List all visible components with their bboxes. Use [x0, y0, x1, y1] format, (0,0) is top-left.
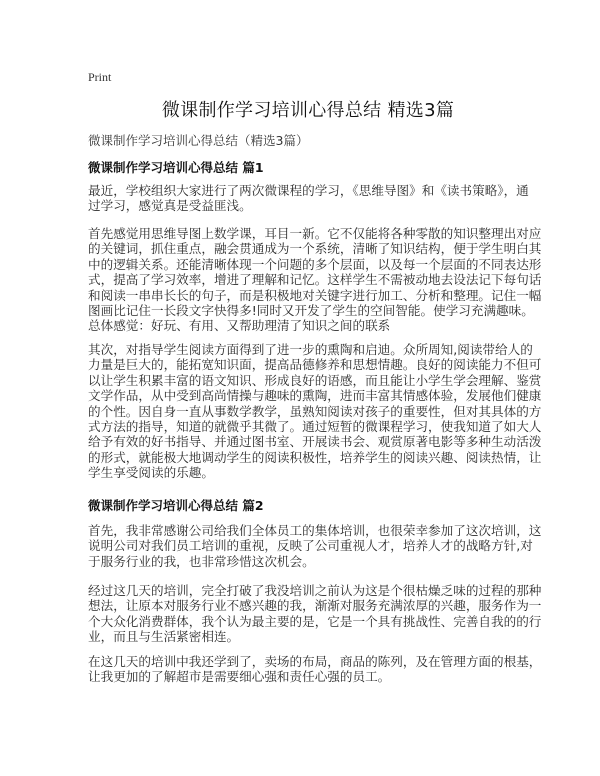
text-line: 于服务行业的我，也非常珍惜这次机会。: [88, 553, 315, 569]
paragraph: [88, 342, 541, 481]
text-line: 以让学生积累丰富的语文知识、形成良好的语感，而且能让小学生学会理解、鉴赏: [88, 372, 542, 388]
text-line: 个大众化消费群体，我个认为最主要的是，它是一个具有挑战性、完善自我的的行: [88, 613, 542, 629]
text-line: 给予有效的好书指导、并通过图书室、开展读书会、观赏原著电影等多种生动活泼: [88, 434, 542, 450]
paragraph: [88, 654, 541, 685]
text-line: 文学作品，从中受到高尚情操与趣味的熏陶，进而丰富其情感体验，发展他们健康: [88, 388, 542, 404]
paragraph: [88, 523, 541, 569]
page-title: 微课制作学习培训心得总结 精选3篇: [161, 100, 455, 121]
text-line: 的个性。因自身一直从事数学教学，虽熟知阅读对孩子的重要性，但对其具体的方: [88, 403, 542, 419]
text-line: 想法，让原本对服务行业不感兴趣的我，渐渐对服务充满浓厚的兴趣，服务作为一: [88, 598, 542, 614]
section-heading-2: 微课制作学习培训心得总结 篇2: [88, 498, 264, 513]
section-heading-1: 微课制作学习培训心得总结 篇1: [88, 160, 264, 175]
text-line: 让我更加的了解超市是需要细心强和责任心强的员工。: [88, 669, 391, 685]
text-line: 力量是巨大的，能拓宽知识面，提高品德修养和思想情趣。良好的阅读能力不但可: [88, 357, 542, 373]
text-line: 业，而且与生活紧密相连。: [88, 629, 240, 645]
text-line: 和阅读一串串长长的句子，而是积极地对关键字进行加工、分析和整理。记住一幅: [88, 287, 542, 303]
text-line: 在这几天的培训中我还学到了，卖场的布局，商品的陈列，及在管理方面的根基，: [88, 654, 542, 669]
text-line: 式，提高了学习效率，增进了理解和记忆。这样学生不需被动地去设法记下每句话: [88, 272, 542, 288]
text-line: 首先，我非常感谢公司给我们全体员工的集体培训，也很荣幸参加了这次培训，这: [88, 523, 542, 538]
text-line: 的形式，就能极大地调动学生的阅读积极性，培养学生的阅读兴趣、阅读热情，让: [88, 449, 542, 465]
paragraph: [88, 183, 529, 214]
text-line: 式方法的指导，知道的就微乎其微了。通过短暂的微课程学习，使我知道了如大人: [88, 418, 542, 434]
paragraph: [88, 226, 541, 334]
text-line: 首先感觉用思维导图上数学课，耳目一新。它不仅能将各种零散的知识整理出对应: [88, 226, 542, 241]
text-line: 中的逻辑关系。还能清晰体现一个问题的多个层面，以及每一个层面的不同表达形: [88, 256, 542, 272]
text-line: 学生享受阅读的乐趣。: [88, 465, 214, 481]
text-line: 总体感觉：好玩、有用、又帮助理清了知识之间的联系: [88, 318, 391, 334]
text-line: 的关键词，抓住重点，融会贯通成为一个系统，清晰了知识结构，便于学生明白其: [88, 241, 542, 257]
text-line: 图画比记住一长段文字快得多!同时又开发了学生的空间智能。使学习充满趣味。: [88, 302, 534, 318]
text-line: 过学习，感觉真是受益匪浅。: [88, 198, 252, 214]
text-line: 最近，学校组织大家进行了两次微课程的学习，《思维导图》和《读书策略》，通: [88, 183, 529, 198]
paragraph: [88, 583, 541, 645]
text-line: 其次，对指导学生阅读方面得到了进一步的熏陶和启迪。众所周知,阅读带给人的: [88, 342, 533, 357]
text-line: 说明公司对我们员工培训的重视，反映了公司重视人才，培养人才的战略方针,对: [88, 538, 533, 554]
document-subtitle: 微课制作学习培训心得总结（精选3篇）: [88, 133, 309, 148]
print-link[interactable]: Print: [88, 70, 112, 84]
text-line: 经过这几天的培训，完全打破了我没培训之前认为这是个很枯燥乏味的过程的那种: [88, 583, 542, 598]
